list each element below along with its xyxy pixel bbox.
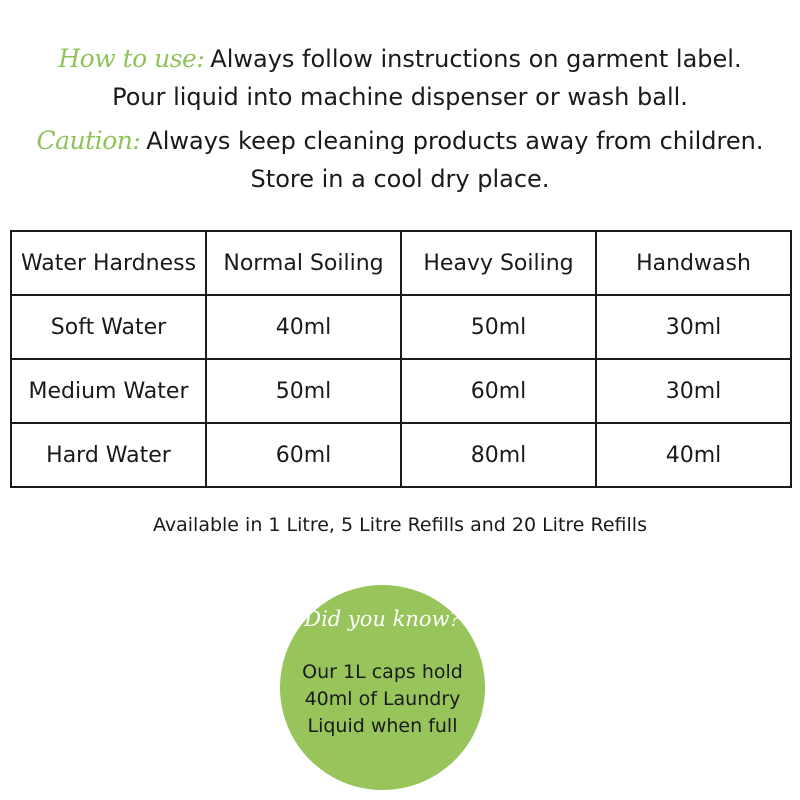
did-you-know-title: Did you know? xyxy=(304,607,461,631)
how-to-use-heading: How to use: xyxy=(58,44,205,73)
did-you-know-line-3: Liquid when full xyxy=(307,715,458,737)
cell-water-type: Soft Water xyxy=(11,295,206,359)
cell-heavy-soiling: 80ml xyxy=(401,423,596,487)
cell-heavy-soiling: 60ml xyxy=(401,359,596,423)
table-row xyxy=(11,295,791,359)
header-handwash: Handwash xyxy=(596,231,791,295)
cell-water-type: Hard Water xyxy=(11,423,206,487)
did-you-know-body xyxy=(280,659,485,740)
header-normal-soiling: Normal Soiling xyxy=(206,231,401,295)
cell-normal-soiling: 60ml xyxy=(206,423,401,487)
did-you-know-line-2: 40ml of Laundry xyxy=(304,688,461,710)
did-you-know-badge xyxy=(280,585,485,790)
cell-water-type: Medium Water xyxy=(11,359,206,423)
cell-handwash: 30ml xyxy=(596,295,791,359)
table-row xyxy=(11,423,791,487)
availability-note: Available in 1 Litre, 5 Litre Refills and 20 Litre Refills xyxy=(153,514,647,536)
header-water-hardness: Water Hardness xyxy=(11,231,206,295)
caution-text-2: Store in a cool dry place. xyxy=(250,165,550,193)
cell-heavy-soiling: 50ml xyxy=(401,295,596,359)
did-you-know-line-1: Our 1L caps hold xyxy=(302,661,463,683)
cell-normal-soiling: 40ml xyxy=(206,295,401,359)
caution-text-1: Always keep cleaning products away from children. xyxy=(146,127,764,155)
caution-heading: Caution: xyxy=(36,126,141,155)
how-to-use-text-2: Pour liquid into machine dispenser or wash ball. xyxy=(112,83,688,111)
instructions-block xyxy=(0,40,800,198)
table-row xyxy=(11,359,791,423)
cell-handwash: 30ml xyxy=(596,359,791,423)
how-to-use-line-1 xyxy=(0,40,800,78)
cell-handwash: 40ml xyxy=(596,423,791,487)
how-to-use-text-1: Always follow instructions on garment label. xyxy=(210,45,742,73)
caution-line-1 xyxy=(0,122,800,160)
header-heavy-soiling: Heavy Soiling xyxy=(401,231,596,295)
dosage-table xyxy=(10,230,792,488)
cell-normal-soiling: 50ml xyxy=(206,359,401,423)
table-header-row xyxy=(11,231,791,295)
